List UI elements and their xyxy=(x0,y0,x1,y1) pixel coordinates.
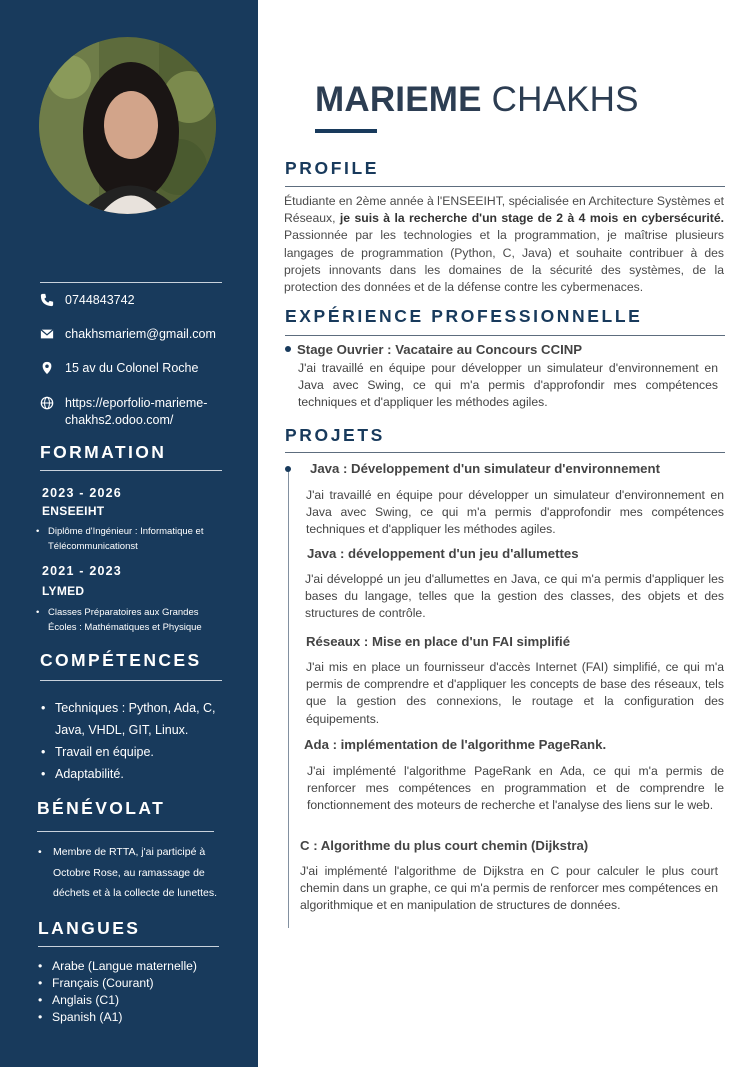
competences-list xyxy=(40,697,240,785)
phone-icon xyxy=(40,293,54,307)
list-item: • Adaptabilité. xyxy=(41,767,124,781)
list-item: • Spanish (A1) xyxy=(38,1010,123,1024)
projet-text: J'ai travaillé en équipe pour développer un simulateur d'environnement en Java avec Swing, ce qui m'a permis d'approfondir mes compétences techniques et d'appliquer les méthodes agiles. xyxy=(306,488,724,537)
formation-detail: • Classes Préparatoires aux Grandes Écoles : Mathématiques et Physique xyxy=(36,607,202,633)
contact-top-rule xyxy=(40,282,222,283)
projets-timeline xyxy=(288,470,289,928)
formation-school: ENSEEIHT xyxy=(42,504,105,518)
projets-heading: PROJETS xyxy=(285,425,385,445)
projet-title: Ada : implémentation de l'algorithme PageRank. xyxy=(304,737,607,752)
experience-heading: EXPÉRIENCE PROFESSIONNELLE xyxy=(285,306,643,326)
contact-address xyxy=(40,360,198,377)
formation-years: 2021 - 2023 xyxy=(42,564,122,578)
list-item: • Arabe (Langue maternelle) xyxy=(38,959,197,973)
langues-rule xyxy=(38,946,219,947)
email-text: chakhsmariem@gmail.com xyxy=(65,327,216,341)
last-name: CHAKHS xyxy=(491,80,639,119)
projet-text: J'ai mis en place un fournisseur d'accès Internet (FAI) simplifié, ce qui m'a permis de comprendre et d'appliquer les concepts de base des réseaux, tels que la gestion des connexions, le routage et la configuration des équipements. xyxy=(306,660,724,726)
location-icon xyxy=(40,361,54,375)
experience-rule xyxy=(285,335,725,336)
experience-title: Stage Ouvrier : Vacataire au Concours CCINP xyxy=(297,342,583,357)
formation-years: 2023 - 2026 xyxy=(42,486,122,500)
projet-dot xyxy=(285,466,291,472)
name-underline xyxy=(315,129,377,133)
formation-heading: FORMATION xyxy=(40,442,167,462)
contact-phone[interactable] xyxy=(40,292,135,309)
formation-rule xyxy=(40,470,222,471)
langues-heading: LANGUES xyxy=(38,918,141,938)
profile-photo xyxy=(39,37,216,214)
projet-text: J'ai développé un jeu d'allumettes en Java, ce qui m'a permis d'appliquer les bases du langage, telles que la gestion des classes, des objets et des structures de contrôle. xyxy=(305,572,724,621)
list-item: • Techniques : Python, Ada, C, xyxy=(41,701,216,715)
projet-title: C : Algorithme du plus court chemin (Dijkstra) xyxy=(300,838,589,853)
list-item: • Travail en équipe. xyxy=(41,745,154,759)
list-item: • Anglais (C1) xyxy=(38,993,120,1007)
email-icon xyxy=(40,327,54,341)
phone-text: 0744843742 xyxy=(65,293,135,307)
projet-title: Réseaux : Mise en place d'un FAI simplifié xyxy=(306,634,571,649)
candidate-name xyxy=(315,80,639,120)
website-line-2: chakhs2.odoo.com/ xyxy=(65,413,174,427)
formation-school: LYMED xyxy=(42,584,85,598)
experience-dot xyxy=(285,346,291,352)
projet-text: J'ai implémenté l'algorithme de Dijkstra en C pour calculer le plus court chemin dans un graphe, ce qui m'a permis de renforcer mes compétences en algorithmique et en manipulation de structures de données. xyxy=(300,864,718,913)
langues-list xyxy=(38,958,248,1026)
projet-title: Java : développement d'un jeu d'allumettes xyxy=(307,546,579,561)
sidebar xyxy=(0,0,258,1067)
experience-text: J'ai travaillé en équipe pour développer un simulateur d'environnement en Java avec Swing, ce qui m'a permis d'approfondir mes compétences techniques et d'appliquer les méthodes agiles. xyxy=(298,361,718,410)
list-item-continued: Java, VHDL, GIT, Linux. xyxy=(55,723,189,737)
contact-website[interactable] xyxy=(40,395,207,429)
contact-email[interactable] xyxy=(40,326,216,343)
projet-text: J'ai implémenté l'algorithme PageRank en Ada, ce qui m'a permis de renforcer mes compétences en programmation et de comprendre le fonctionnement des moteurs de recherche et l'analyse des liens sur le web. xyxy=(307,764,724,813)
list-item: • Français (Courant) xyxy=(38,976,154,990)
competences-rule xyxy=(40,680,222,681)
globe-icon xyxy=(40,396,54,410)
benevolat-heading: BÉNÉVOLAT xyxy=(37,798,166,818)
competences-heading: COMPÉTENCES xyxy=(40,650,202,670)
projet-title: Java : Développement d'un simulateur d'environnement xyxy=(310,461,660,476)
profile-heading: PROFILE xyxy=(285,158,380,178)
website-link[interactable] xyxy=(65,395,207,429)
profile-rule xyxy=(285,186,725,187)
projets-rule xyxy=(285,452,725,453)
formation-detail: • Diplôme d'Ingénieur : Informatique et Télécommunicationst xyxy=(36,526,204,552)
benevolat-rule xyxy=(37,831,214,832)
first-name: MARIEME xyxy=(315,80,482,119)
website-line-1: https://eporfolio-marieme- xyxy=(65,396,208,410)
address-text: 15 av du Colonel Roche xyxy=(65,361,199,375)
benevolat-text: • Membre de RTTA, j'ai participé à Octobre Rose, au ramassage de déchets et à la collecte de lunettes. xyxy=(38,846,218,899)
profile-text: Étudiante en 2ème année à l'ENSEEIHT, spécialisée en Architecture Systèmes et Réseaux, je suis à la recherche d'un stage de 2 à 4 mois en cybersécurité. Passionnée par les technologies et la programmation, je maîtrise plusieurs langages de programmation (Python, C, Java) et souhaite contribuer à des projets innovants dans les domaines de la sécurité des systèmes, de la protection des données et de la défense contre les cybermenaces. xyxy=(284,194,724,295)
